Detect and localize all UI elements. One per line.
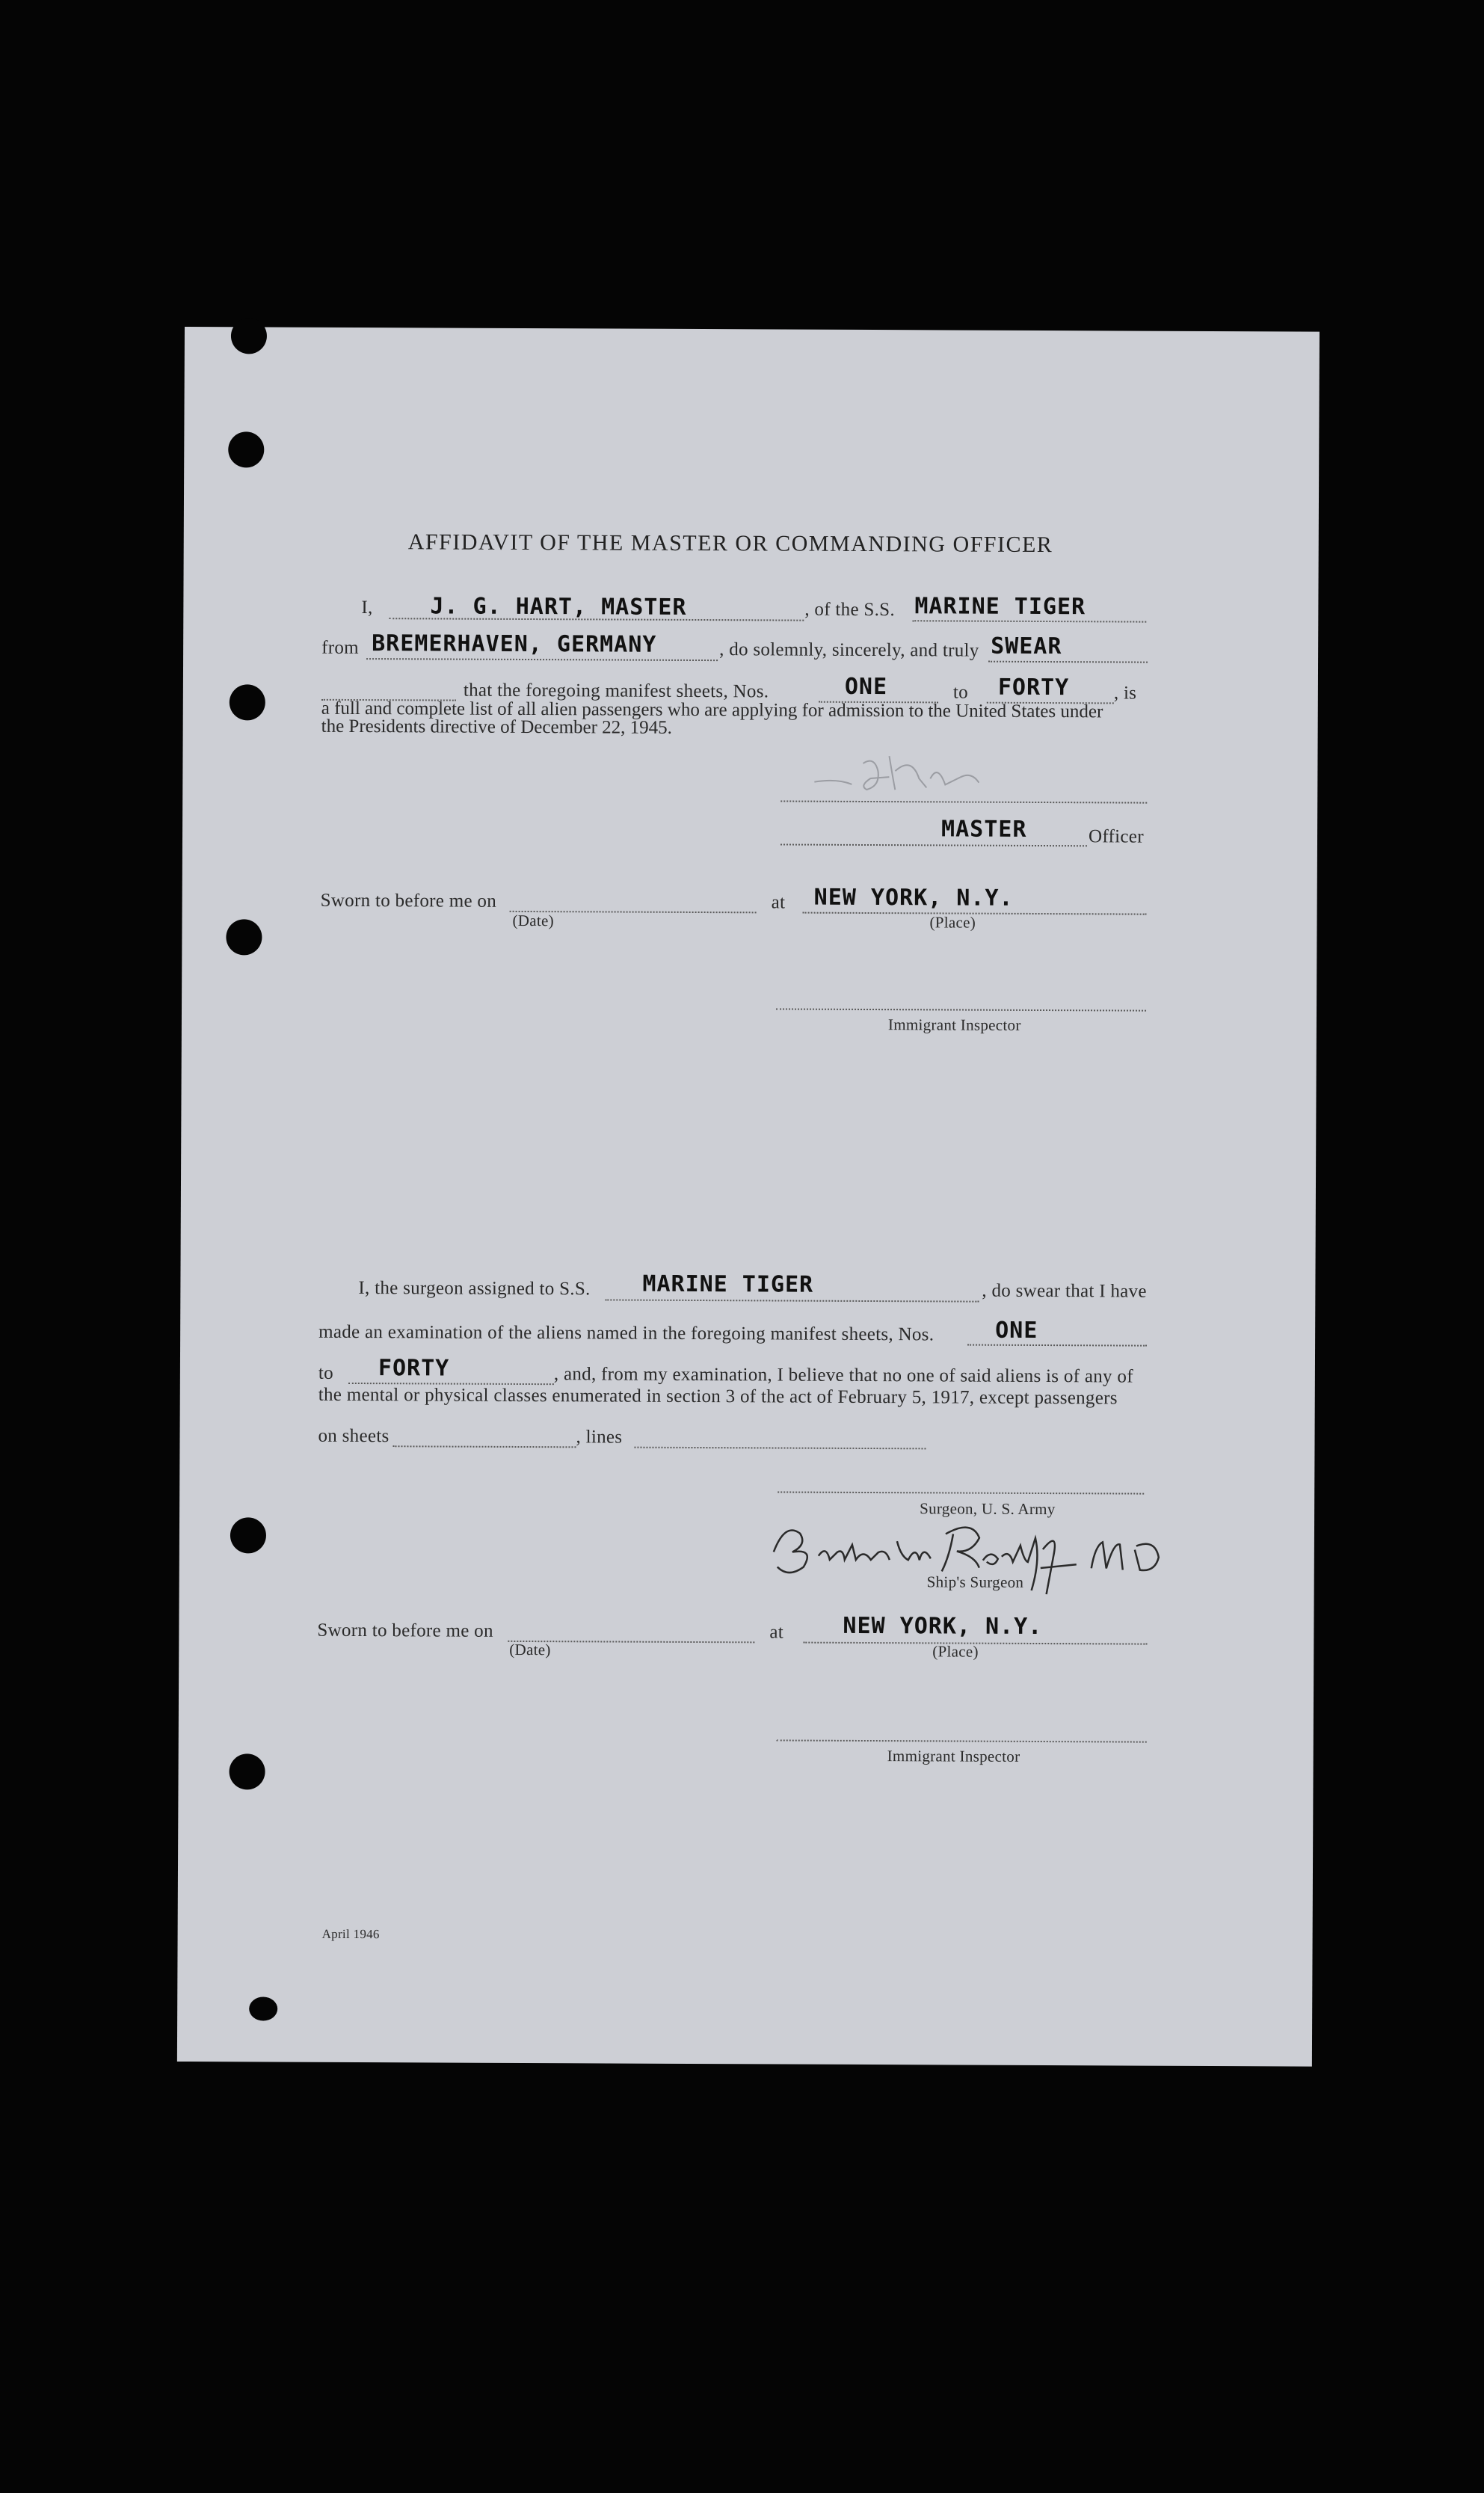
surgeon-sworn-label: Sworn to before me on bbox=[317, 1620, 493, 1641]
on-sheets-line bbox=[392, 1445, 576, 1448]
surgeon-sheets-to: FORTY bbox=[378, 1355, 450, 1382]
surgeon-sheets-from-line bbox=[967, 1344, 1147, 1347]
from-port-line bbox=[366, 658, 718, 661]
ship-name: MARINE TIGER bbox=[914, 593, 1086, 621]
surgeon-sheets-from: ONE bbox=[995, 1317, 1038, 1344]
master-body-text bbox=[321, 700, 1144, 740]
place-caption: (Place) bbox=[929, 913, 976, 932]
of-the-ss-label: , of the S.S. bbox=[804, 599, 895, 621]
sheets-from: ONE bbox=[844, 673, 888, 701]
form-date: April 1946 bbox=[321, 1926, 380, 1942]
foregoing-text: that the foregoing manifest sheets, Nos. bbox=[463, 680, 769, 702]
army-surgeon-label: Surgeon, U. S. Army bbox=[920, 1499, 1056, 1519]
punch-hole bbox=[249, 1996, 277, 2020]
master-body-line-2: a full and complete list of all alien passengers who are applying for admission to the United States under bbox=[321, 698, 1103, 722]
ship-surgeon-label: Ship's Surgeon bbox=[926, 1573, 1024, 1591]
surgeon-classes-text: the mental or physical classes enumerated in section 3 of the act of February 5, 1917, except passengers bbox=[318, 1384, 1118, 1409]
surgeon-sworn-place: NEW YORK, N.Y. bbox=[843, 1612, 1043, 1641]
master-signature-line bbox=[781, 800, 1147, 803]
surgeon-ship-name: MARINE TIGER bbox=[642, 1270, 814, 1298]
officer-title-line bbox=[781, 843, 1087, 846]
surgeon-at-label: at bbox=[769, 1622, 784, 1643]
sworn-label: Sworn to before me on bbox=[320, 890, 497, 912]
officer-title: MASTER bbox=[941, 816, 1027, 843]
surgeon-exam-text: made an examination of the aliens named in the foregoing manifest sheets, Nos. bbox=[318, 1321, 935, 1345]
from-label: from bbox=[321, 637, 359, 659]
punch-hole bbox=[231, 318, 267, 354]
sheets-to: FORTY bbox=[997, 674, 1070, 701]
surgeon-inspector-label: Immigrant Inspector bbox=[887, 1747, 1020, 1765]
surgeon-inspector-line bbox=[777, 1739, 1147, 1742]
surgeon-belief-text: , and, from my examination, I believe that no one of said aliens is of any of bbox=[553, 1364, 1133, 1387]
affidavit-title: AFFIDAVIT OF THE MASTER OR COMMANDING OFFICER bbox=[407, 529, 1053, 558]
solemnly-text: , do solemnly, sincerely, and truly bbox=[719, 639, 979, 661]
to-label: to bbox=[952, 682, 968, 703]
master-signature bbox=[807, 748, 1031, 802]
punch-hole bbox=[228, 431, 264, 467]
punch-hole bbox=[230, 1517, 266, 1553]
ship-name-line bbox=[912, 620, 1146, 622]
surgeon-to-label: to bbox=[318, 1362, 334, 1383]
punch-hole bbox=[229, 1753, 265, 1789]
lines-line bbox=[634, 1447, 926, 1450]
inspector-signature-line bbox=[776, 1008, 1146, 1011]
lines-label: , lines bbox=[576, 1427, 623, 1448]
surgeon-date-caption: (Date) bbox=[509, 1640, 551, 1659]
at-label: at bbox=[771, 892, 786, 913]
inspector-label: Immigrant Inspector bbox=[887, 1015, 1021, 1034]
master-name: J. G. HART, MASTER bbox=[430, 593, 687, 621]
oath-type: SWEAR bbox=[991, 633, 1062, 660]
oath-type-line bbox=[988, 661, 1148, 663]
surgeon-ship-line bbox=[605, 1299, 979, 1302]
punch-hole bbox=[230, 684, 265, 720]
surgeon-place-caption: (Place) bbox=[932, 1642, 979, 1661]
surgeon-intro: I, the surgeon assigned to S.S. bbox=[358, 1278, 591, 1300]
from-port: BREMERHAVEN, GERMANY bbox=[372, 630, 657, 658]
officer-label: Officer bbox=[1088, 826, 1144, 847]
army-surgeon-line bbox=[778, 1491, 1144, 1494]
date-caption: (Date) bbox=[512, 911, 555, 930]
is-label: , is bbox=[1113, 683, 1137, 704]
i-prefix: I, bbox=[361, 597, 373, 618]
on-sheets-label: on sheets bbox=[318, 1425, 390, 1447]
form-page bbox=[177, 327, 1320, 2067]
punch-hole bbox=[226, 919, 262, 955]
master-body-line-3: the Presidents directive of December 22, 1945. bbox=[321, 716, 673, 738]
surgeon-swear-text: , do swear that I have bbox=[982, 1280, 1147, 1302]
sworn-place: NEW YORK, N.Y. bbox=[813, 884, 1014, 912]
